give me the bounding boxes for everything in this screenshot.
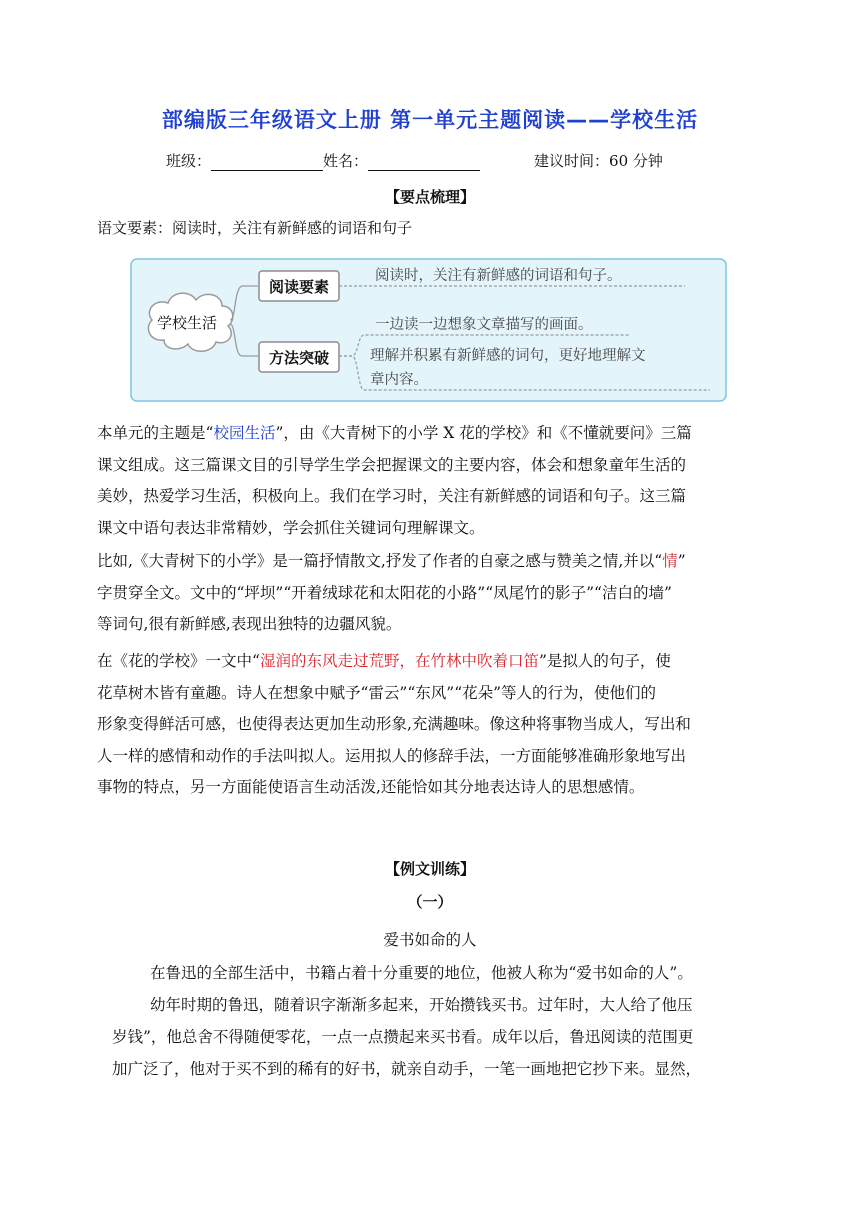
highlight-emotion: 情 [662,552,678,570]
node2-text2a: 理解并积累有新鲜感的词句，更好地理解文 [370,348,646,364]
essay-body: 在鲁迅的全部生活中，书籍占着十分重要的地位，他被人称为“爱书如命的人”。 幼年时期的鲁迅，随着识字渐渐多起来，开始攒钱买书。过年时，大人给了他压 岁钱”，他总舍不得随便零花，一点一点攒起来买书看。成年以后，鲁迅阅读的范围更 加广泛了，他对于买不到的稀有的好书，就亲自动手，一笔一画地把它抄下来。显然， [112,964,702,1078]
section-heading-practice: 【例文训练】 [384,860,475,878]
student-info-line [166,150,663,171]
name-blank [368,155,480,171]
node1-label: 阅读要素 [268,278,330,296]
essay-title: 爱书如命的人 [383,931,477,949]
language-element-line: 语文要素：阅读时，关注有新鲜感的词语和句子 [97,219,413,237]
section-heading-key-points: 【要点梳理】 [384,188,475,206]
node2-label: 方法突破 [268,349,330,367]
paragraph-example-2: 在《花的学校》一文中“湿润的东风走过荒野，在竹林中吹着口笛”是拟人的句子，使 花草树木皆有童趣。诗人在想象中赋予“雷云”“东风”“花朵”等人的行为，使他们的 形象变得鲜活可感，也使得表达更加生动形象,充满趣味。像这种将事物当成人，写出和 人一样的感情和动作的手法叫拟人。运用拟人的修辞手法，一方面能够准确形象地写出 事物的特点，另一方面能使语言生动活泼,还能恰如其分地表达诗人的思想感情。 [97,652,691,796]
node2-text2b: 章内容。 [370,372,428,388]
paragraph-example-1: 比如,《大青树下的小学》是一篇抒情散文,抒发了作者的自豪之感与赞美之情,并以“情” 字贯穿全文。文中的“坪坝”“开着绒球花和太阳花的小路”“凤尾竹的影子”“洁白的墙” 等词句,很有新鲜感,表现出独特的边疆风貌。 [97,552,686,633]
class-blank [211,155,323,171]
time-label: 建议时间：60 分钟 [534,152,663,170]
subsection-number: （一） [407,893,453,911]
name-label: 姓名： [323,152,369,170]
highlight-campus-life: 校园生活 [213,424,276,442]
node2-text1: 一边读一边想象文章描写的画面。 [375,317,593,333]
class-label: 班级： [166,152,212,170]
mindmap [130,258,727,402]
page-title: 部编版三年级语文上册 第一单元主题阅读——学校生活 [161,108,699,132]
paragraph-theme: 本单元的主题是“校园生活”，由《大青树下的小学 X 花的学校》和《不懂就要问》三篇 课文组成。这三篇课文目的引导学生学会把握课文的主要内容，体会和想象童年生活的 美妙，热爱学习生活，积极向上。我们在学习时，关注有新鲜感的词语和句子。这三篇 课文中语句表达非常精妙，学会抓住关键词句理解课文。 [97,424,692,537]
highlight-personification-sentence: 湿润的东风走过荒野，在竹林中吹着口笛 [259,652,539,670]
node1-text: 阅读时，关注有新鲜感的词语和句子。 [375,268,622,284]
mindmap-center-label: 学校生活 [156,314,218,332]
